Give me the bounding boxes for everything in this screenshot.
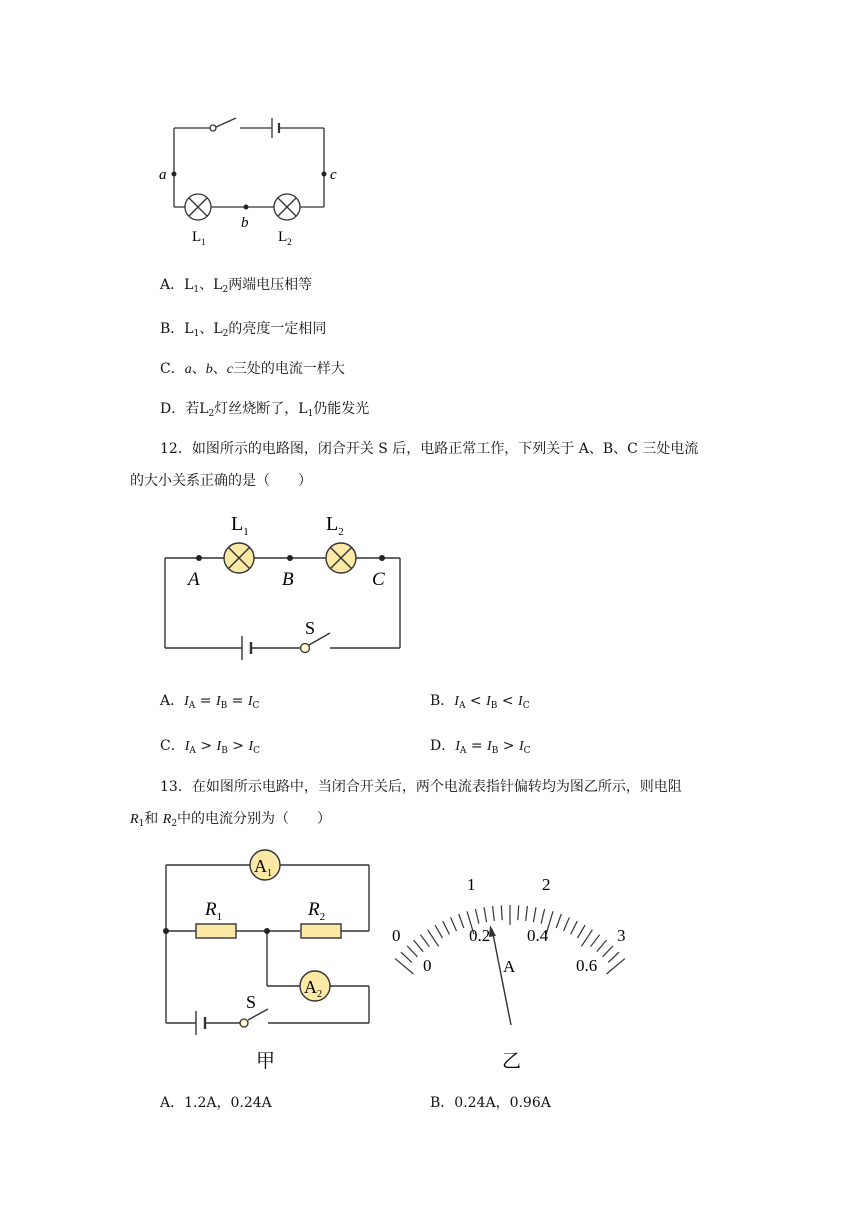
svg-text:L2 (278, 229, 292, 247)
q11-lamp1-sub: 1 (201, 237, 206, 247)
dial-tick (401, 952, 412, 962)
q11-label-b: b (241, 215, 249, 231)
dial-outer-tick-0: 0 (392, 926, 401, 945)
dial-outer-tick-2: 2 (542, 875, 551, 894)
q13-ammeter2-sub: 2 (317, 989, 322, 1000)
q12-option-c[interactable]: C．$I_A > I_B > I_C$ (160, 738, 261, 756)
dial-needle (492, 929, 511, 1025)
dial-tick (591, 935, 600, 947)
dial-unit-label: A (503, 957, 516, 976)
dial-tick (428, 930, 439, 947)
q13-caption-yi: 乙 (502, 1051, 522, 1072)
q13-r1-label: R (205, 899, 217, 920)
q13-switch-label: S (246, 992, 257, 1012)
dial-tick (407, 946, 417, 957)
q13-caption-jia: 甲 (256, 1051, 276, 1072)
q11-lamp2-sub: 2 (287, 237, 292, 247)
q11-option-a[interactable]: A．$L_1$、$L_2$两端电压相等 (160, 277, 313, 295)
q12-option-b[interactable]: B．$I_A < I_B < I_C$ (430, 693, 530, 711)
dial-tick (414, 940, 424, 952)
dial-tick (501, 905, 502, 920)
dial-tick (475, 909, 479, 924)
dial-tick (459, 914, 464, 928)
q11-label-a: a (159, 167, 167, 183)
q12-label-A: A (188, 569, 200, 590)
dial-tick (564, 917, 570, 931)
dial-tick (597, 940, 607, 952)
dial-tick (533, 907, 536, 922)
q13-ammeter2-label: A (304, 977, 317, 997)
q13-stem-line1: 13．在如图所示电路中，当闭合开关后，两个电流表指针偏转均为图乙所示，则电阻 (160, 779, 682, 795)
dial-tick (435, 925, 443, 938)
dial-tick (451, 917, 457, 931)
dial-tick (518, 905, 519, 920)
q13-stem-line2: $R_1$和 $R_2$中的电流分别为（ ） (130, 811, 332, 829)
dial-inner-tick-3: 0.6 (576, 956, 598, 975)
dial-tick (608, 952, 619, 962)
svg-text:R1 (204, 899, 222, 923)
q11-option-b[interactable]: B．$L_1$、$L_2$的亮度一定相同 (160, 321, 327, 339)
dial-tick (603, 946, 613, 957)
q13-circuit-jia (150, 845, 390, 1080)
dial-tick (526, 906, 528, 921)
q12-label-C: C (372, 569, 385, 590)
q12-label-S: S (305, 618, 316, 638)
q12-stem-line2: 的大小关系正确的是（ ） (130, 473, 312, 489)
q13-r2-sub: 2 (319, 911, 326, 923)
dial-inner-tick-0: 0 (423, 956, 432, 975)
svg-text:L2 (326, 513, 344, 538)
dial-tick (493, 906, 495, 921)
q13-ammeter1-sub: 1 (267, 868, 272, 879)
q12-circuit-diagram (150, 505, 420, 670)
dial-tick (484, 907, 487, 922)
q11-lamp1-label: L (192, 229, 202, 245)
q13-option-a[interactable]: A．1.2A，0.24A (160, 1095, 272, 1111)
svg-text:R2 (307, 899, 325, 923)
q13-r1-sub: 1 (216, 911, 223, 923)
q12-option-d[interactable]: D．$I_A = I_B > I_C$ (430, 738, 531, 756)
svg-text:L1 (192, 229, 206, 247)
q12-lamp1-label: L (231, 513, 244, 535)
dial-inner-tick-1: 0.2 (469, 926, 491, 945)
dial-tick (556, 914, 561, 928)
q12-stem-line1: 12．如图所示的电路图，闭合开关 S 后，电路正常工作，下列关于 A、B、C 三处电流 (160, 441, 699, 457)
q13-r2-label: R (308, 899, 320, 920)
q11-lamp2-label: L (278, 229, 288, 245)
dial-outer-tick-3: 3 (617, 926, 626, 945)
q13-ammeter1-label: A (254, 856, 267, 876)
dial-inner-tick-2: 0.4 (527, 926, 549, 945)
svg-text:L1 (231, 513, 249, 538)
q12-lamp2-sub: 2 (338, 526, 344, 538)
dial-tick (578, 925, 586, 938)
q11-option-d[interactable]: D．若$L_2$灯丝烧断了，$L_1$仍能发光 (160, 401, 370, 419)
dial-tick (443, 921, 450, 934)
q12-lamp2-label: L (326, 513, 339, 535)
q13-option-b[interactable]: B．0.24A，0.96A (430, 1095, 551, 1111)
q13-ammeter-dial-yi (385, 865, 635, 1080)
dial-outer-tick-1: 1 (467, 875, 476, 894)
dial-tick (571, 921, 578, 934)
dial-tick (420, 935, 429, 947)
q11-label-c: c (330, 167, 337, 183)
dial-tick (541, 909, 545, 924)
q11-option-c[interactable]: C．a、b、c三处的电流一样大 (160, 361, 345, 377)
q12-label-B: B (282, 569, 294, 590)
q11-circuit-diagram (150, 110, 360, 250)
q12-option-a[interactable]: A．$I_A = I_B = I_C$ (160, 693, 260, 711)
q12-lamp1-sub: 1 (243, 526, 249, 538)
dial-tick (581, 930, 592, 947)
